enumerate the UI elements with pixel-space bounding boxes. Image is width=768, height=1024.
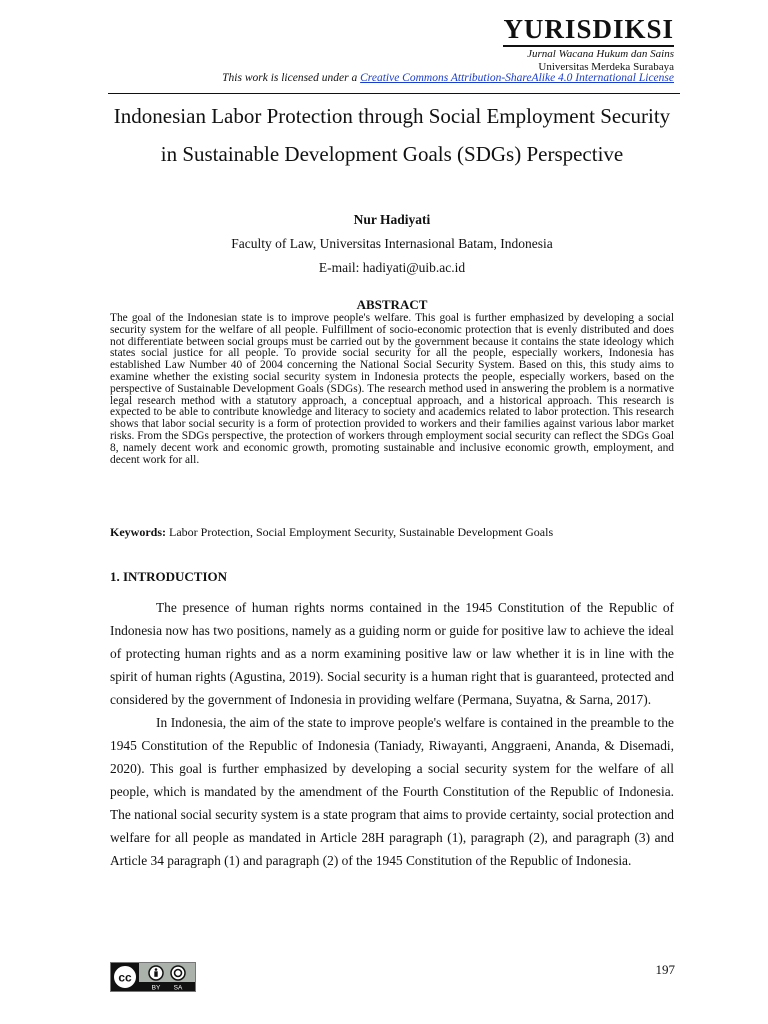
cc-icon (113, 965, 137, 989)
cc-by-label: BY (151, 984, 161, 991)
introduction-body (110, 596, 674, 872)
author-email: E-mail: hadiyati@uib.ac.id (318, 260, 466, 275)
section-heading-introduction: 1. INTRODUCTION (110, 569, 228, 584)
abstract-text: The goal of the Indonesian state is to improve people's welfare. This goal is further emphasized by developing a social security system for the welfare of all people. Fulfillment of socio-economic protection that is evenly distributed and does not differentiate between social groups must be carried out by the government because it contains the state ideology which states social justice for all people. To provide social security for all the people, especially workers, Indonesia has established Law Number 40 of 2004 concerning the National Social Security System. Based on this, this study aims to examine whether the existing social security system in Indonesia protects the people, especially workers, based on the perspective of Sustainable Development Goals (SDGs). The research method used in answering the problem is a normative legal research method with a statutory approach, a conceptual approach, and a historical approach. This research is expected to be able to contribute knowledge and literacy to society and academics related to labor protection. This research shows that labor social security is a form of protection provided to workers and their families against various labor market risks. From the SDGs perspective, the protection of workers through employment social security can reflect the SDGs Goal 8, namely decent work and economic growth, promoting sustainable and inclusive economic growth, employment, and decent work for all. (110, 312, 674, 466)
page-number: 197 (655, 962, 675, 977)
svg-text:cc: cc (118, 970, 132, 985)
license-prefix: This work is licensed under a (222, 72, 361, 84)
journal-name: YURISDIKSI (503, 14, 674, 47)
paragraph: The presence of human rights norms contained in the 1945 Constitution of the Republic of Indonesia now has two positions, namely as a guiding norm or guide for positive law to achieve the ideal of protecting human rights and as a norm examining positive law or law whether it is in line with the spirit of human rights (Agustina, 2019). Social security is a human right that is guaranteed, protected and considered by the government of Indonesia in providing welfare (Permana, Suyatna, & Sarna, 2017). (110, 600, 674, 707)
by-icon (149, 966, 163, 980)
article-title: Indonesian Labor Protection through Social Employment Security in Sustainable Development Goals (SDGs) Perspective (113, 104, 671, 166)
journal-university: Universitas Merdeka Surabaya (538, 61, 674, 73)
license-line (222, 72, 674, 84)
license-link[interactable]: Creative Commons Attribution-ShareAlike 4.0 International License (360, 72, 674, 84)
journal-header (503, 14, 674, 74)
keywords (110, 525, 674, 540)
header-divider (108, 93, 680, 94)
author-affiliation: Faculty of Law, Universitas Internasional Batam, Indonesia (231, 236, 553, 251)
cc-sa-label: SA (173, 984, 183, 991)
paragraph: In Indonesia, the aim of the state to improve people's welfare is contained in the preamble to the 1945 Constitution of the Republic of Indonesia (Taniady, Riwayanti, Anggraeni, Ananda, & Disemadi, 2020). This goal is further emphasized by developing a social security system for the welfare of all people, which is mandated by the amendment of the Fourth Constitution of the Republic of Indonesia. The national social security system is a state program that aims to provide certainty, social protection and welfare for all people as mandated in Article 28H paragraph (1), paragraph (2), and paragraph (3) and Article 34 paragraph (1) and paragraph (2) of the 1945 Constitution of the Republic of Indonesia. (110, 715, 674, 868)
sa-icon (171, 966, 185, 980)
cc-by-sa-icon (111, 963, 195, 991)
keywords-label: Keywords: (110, 525, 166, 539)
author-name: Nur Hadiyati (353, 212, 431, 227)
keywords-list: Labor Protection, Social Employment Security, Sustainable Development Goals (169, 525, 554, 539)
abstract-heading: ABSTRACT (356, 297, 428, 312)
cc-license-badge[interactable] (110, 962, 196, 992)
journal-subtitle: Jurnal Wacana Hukum dan Sains (527, 48, 674, 60)
